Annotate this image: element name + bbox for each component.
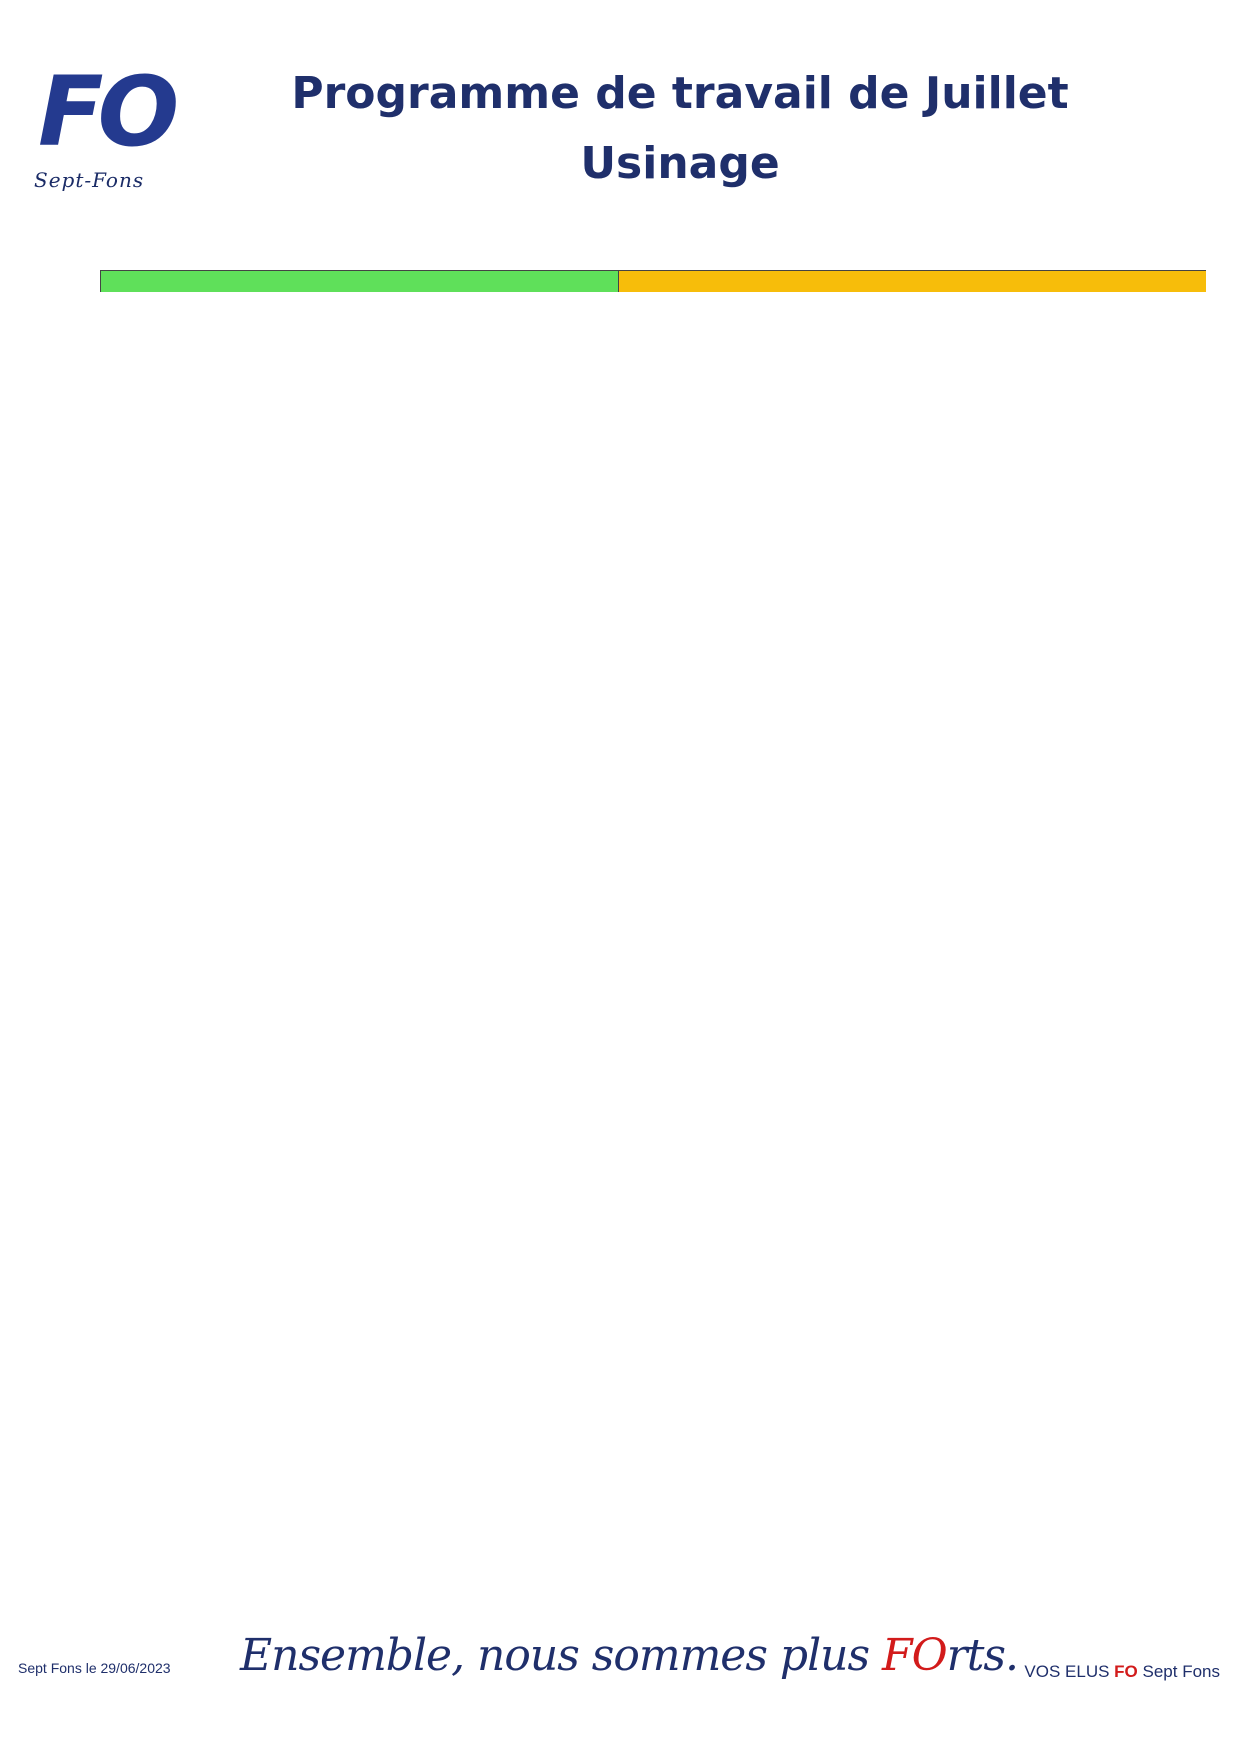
schedule-table-1 (20, 270, 1206, 586)
page-subtitle: Usinage (580, 138, 780, 189)
week-header (618, 270, 1206, 292)
schedule-table-3 (20, 1120, 1212, 1432)
week-header (100, 270, 618, 292)
footer-elus (1024, 1662, 1220, 1682)
elus-pre: VOS ELUS (1024, 1662, 1115, 1681)
slogan-pre: Ensemble, nous sommes plus (240, 1630, 883, 1681)
logo-text: FO (38, 56, 174, 168)
page-title: Programme de travail de Juillet (291, 68, 1069, 119)
schedule-table-2 (28, 668, 1222, 1034)
elus-post: Sept Fons (1137, 1662, 1220, 1681)
slogan-fo: FO (882, 1630, 947, 1681)
slogan (240, 1630, 1018, 1681)
fo-logo (28, 56, 174, 204)
elus-fo: FO (1114, 1662, 1138, 1681)
slogan-post: rts. (946, 1630, 1018, 1681)
logo-subtitle: Sept-Fons (34, 168, 145, 192)
footer-date: Sept Fons le 29/06/2023 (18, 1660, 171, 1676)
